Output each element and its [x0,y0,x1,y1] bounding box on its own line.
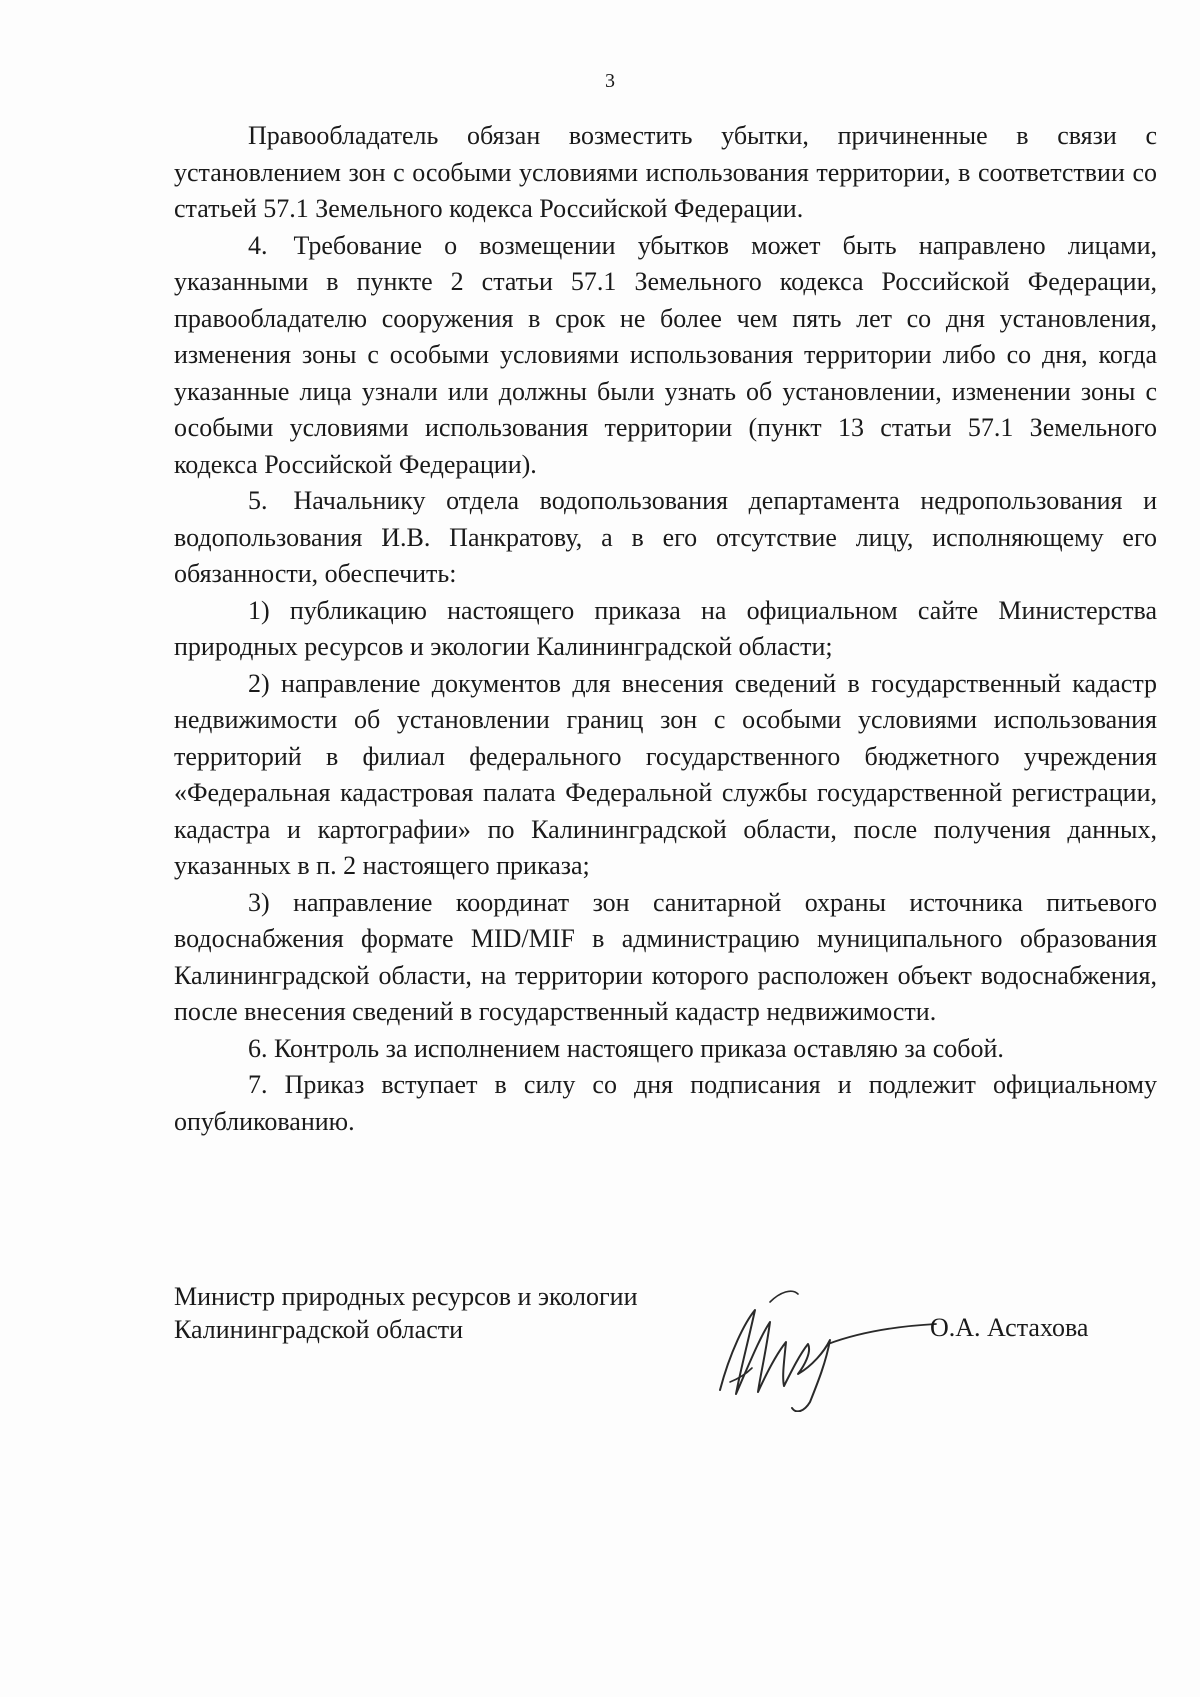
paragraph-6 [174,1031,1157,1068]
subitem-text: направление координат зон санитарной охраны источника питьевого водоснабжения формате MID/MIF в администрацию муниципального образования Калининградской области, на территории которого расположен объект водоснабжения, после внесения сведений в государственный кадастр недвижимости. [174,887,1158,1026]
handwritten-signature [700,1282,940,1412]
subitem-number: 2) [248,668,270,698]
paragraph-5 [174,483,1157,593]
paragraph-4 [174,228,1157,484]
paragraph-number: 5. [248,486,268,515]
subitem-1 [174,593,1157,666]
paragraph-liability [174,118,1157,228]
paragraph-text: Правообладатель обязан возместить убытки, причиненные в связи с установлением зон с особыми условиями использования территории, в соответствии со статьей 57.1 Земельного кодекса Российской Федерации. [174,121,1157,223]
paragraph-number: 6. [248,1033,268,1063]
subitem-3 [174,885,1157,1031]
paragraph-text: Приказ вступает в силу со дня подписания и подлежит официальному опубликованию. [174,1070,1158,1136]
signer-position [174,1280,637,1346]
paragraph-text: Начальнику отдела водопользования департамента недропользования и водопользования И.В. Панкратову, а в его отсутствие лицу, исполняющему его обязанности, обеспечить: [174,486,1157,588]
signer-position-line2: Калининградской области [174,1315,464,1344]
signer-position-line1: Министр природных ресурсов и экологии [174,1282,638,1311]
page-number: 3 [605,70,615,92]
subitem-number: 3) [248,887,270,917]
paragraph-text: Контроль за исполнением настоящего приказа оставляю за собой. [274,1033,1004,1063]
paragraph-number: 7. [248,1070,268,1099]
signer-name: О.А. Астахова [930,1313,1089,1342]
paragraph-7 [174,1067,1157,1140]
subitem-2 [174,666,1157,885]
subitem-number: 1) [248,595,270,625]
document-body [174,118,1157,1140]
subitem-text: направление документов для внесения сведений в государственный кадастр недвижимости об установлении границ зон с особыми условиями использования территорий в филиал федерального государственного бюджетного учреждения «Федеральная кадастровая палата Федеральной службы государственной регистрации, кадастра и картографии» по Калининградской области, после получения данных, указанных в п. 2 настоящего приказа; [174,668,1157,880]
paragraph-text: Требование о возмещении убытков может быть направлено лицами, указанными в пункте 2 статьи 57.1 Земельного кодекса Российской Федерации, правообладателю сооружения в срок не более чем пять лет со дня установления, изменения зоны с особыми условиями использования территории либо со дня, когда указанные лица узнали или должны были узнать об установлении, изменении зоны с особыми условиями использования территории (пункт 13 статьи 57.1 Земельного кодекса Российской Федерации). [174,230,1157,479]
paragraph-number: 4. [248,230,268,260]
subitem-text: публикацию настоящего приказа на официальном сайте Министерства природных ресурсов и экологии Калининградской области; [174,595,1158,661]
